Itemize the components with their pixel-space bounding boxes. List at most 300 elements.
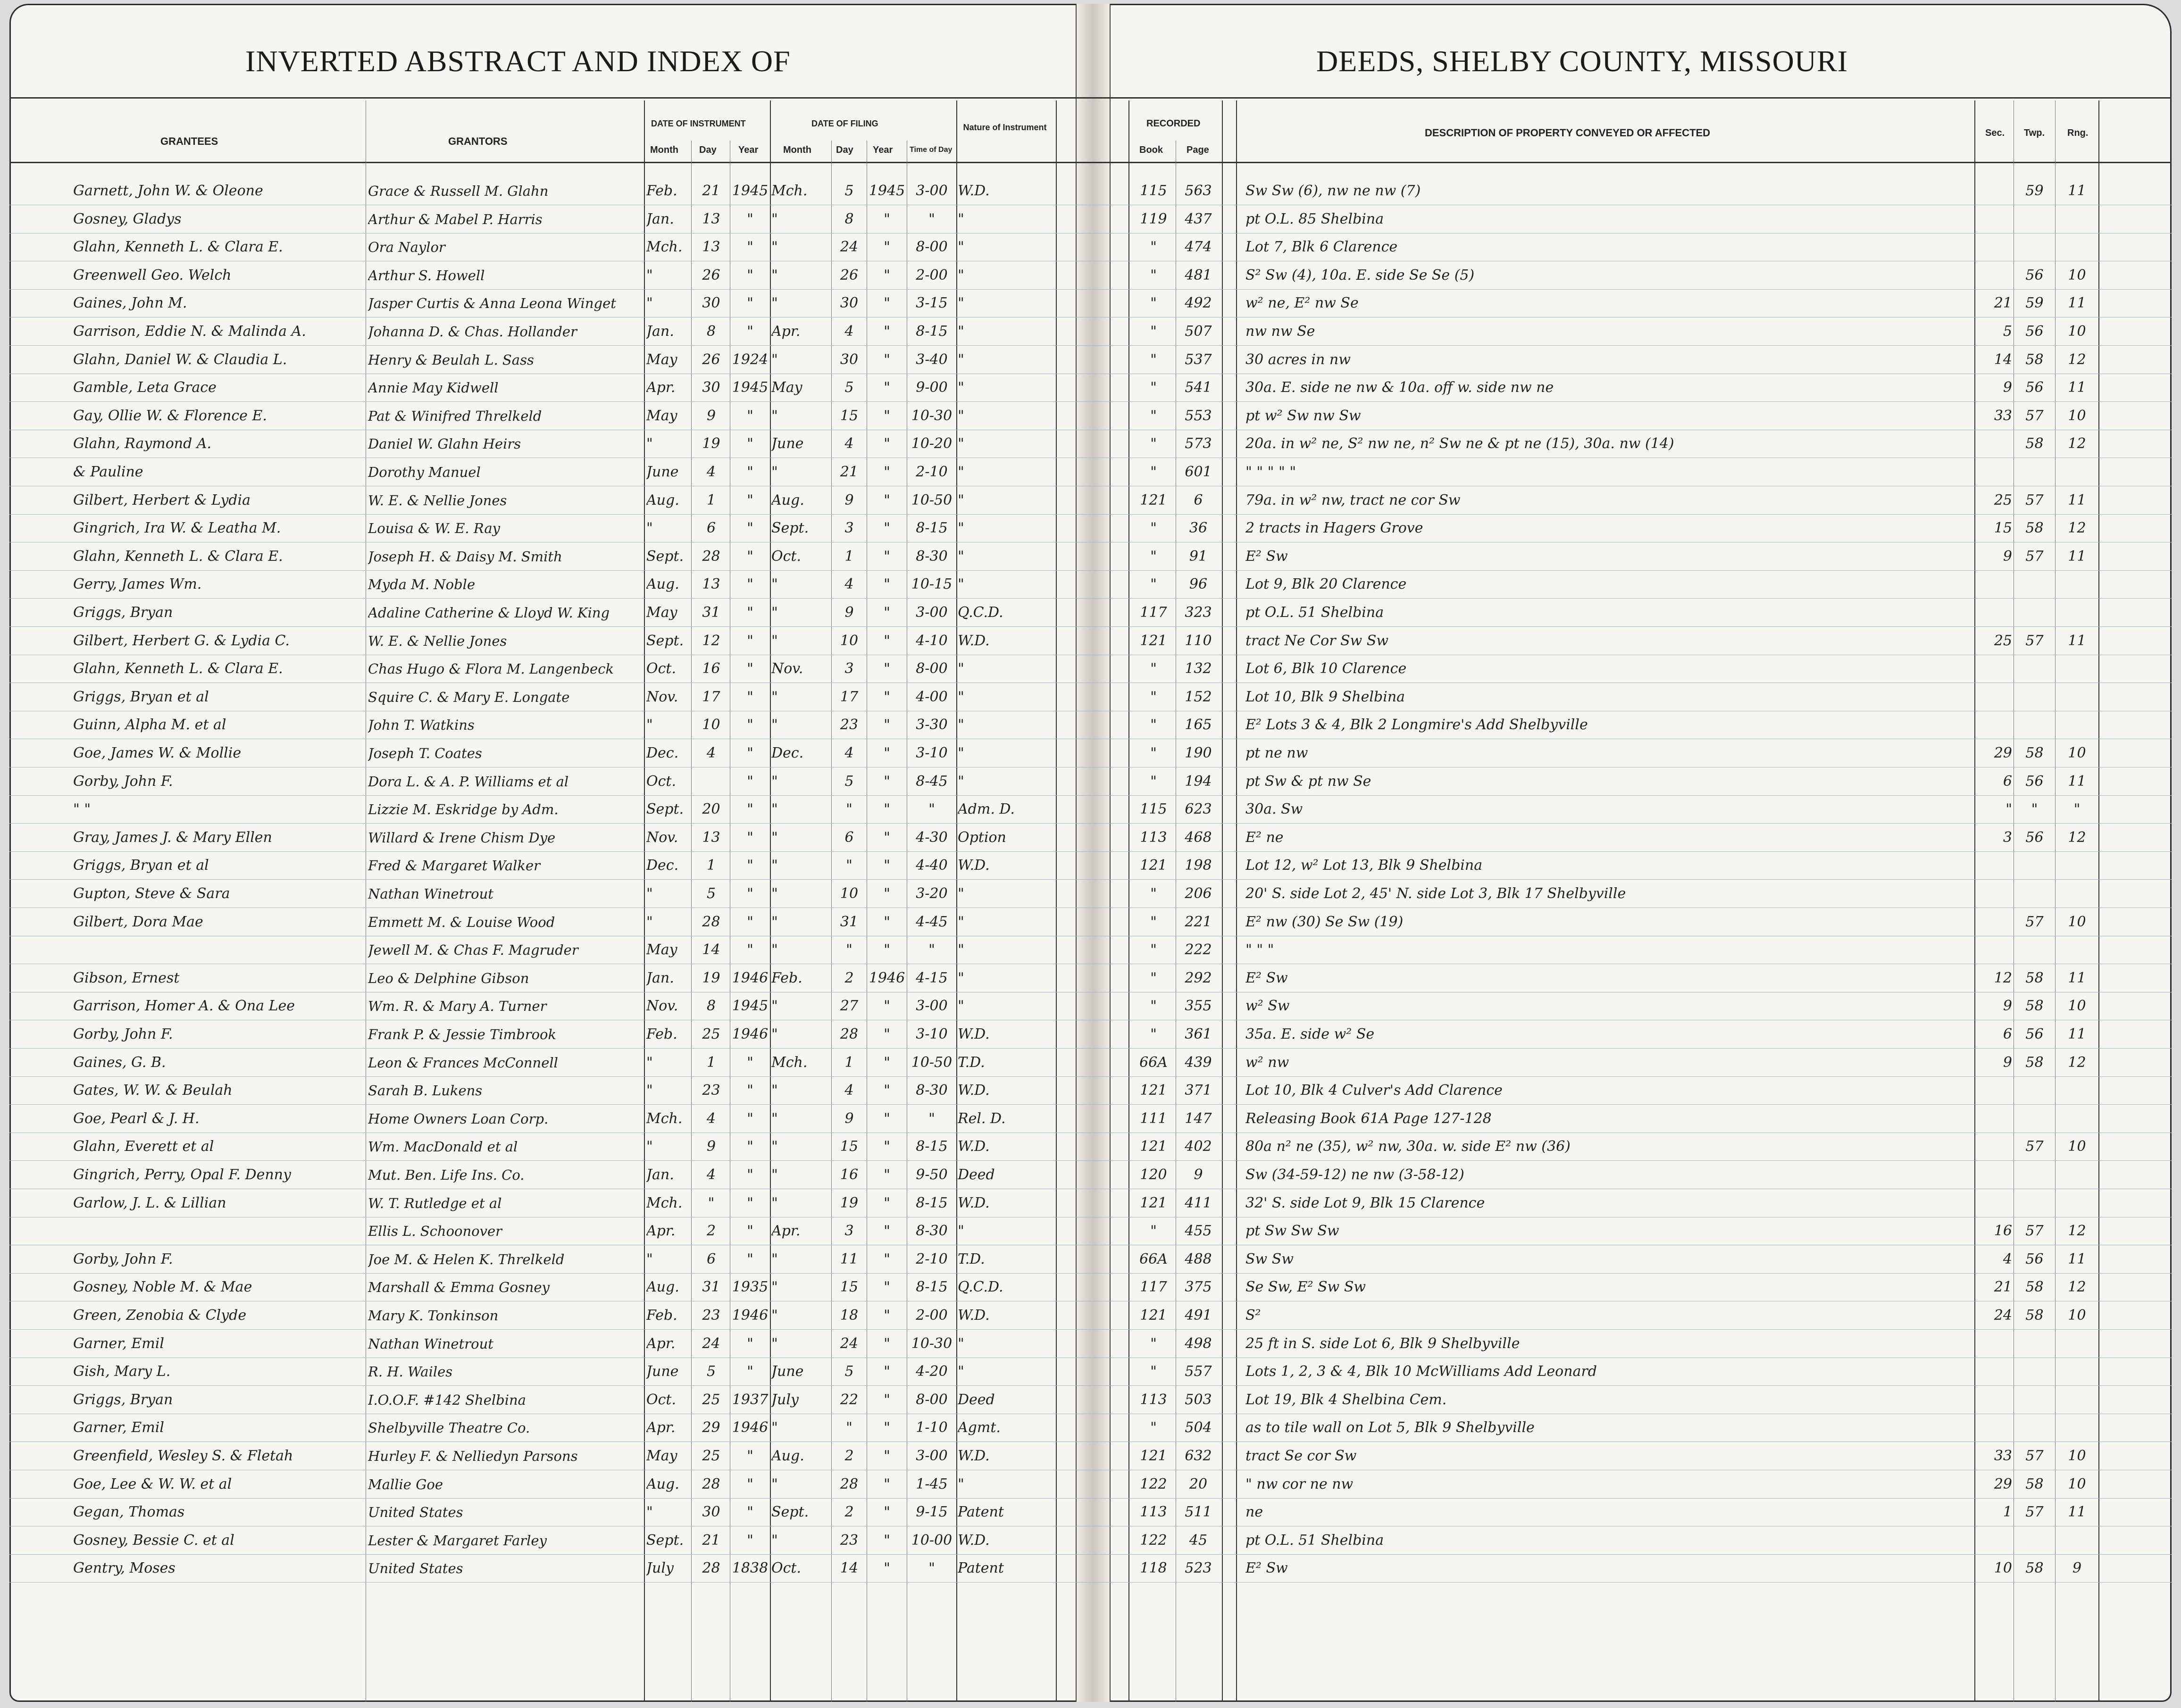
sec-cell (1977, 711, 2012, 739)
instrument-month-cell: May (646, 941, 677, 958)
table-row (9, 768, 2172, 796)
filing-month-cell: " (771, 773, 778, 790)
filing-year-cell: " (884, 210, 890, 227)
twp-cell: " (2031, 801, 2038, 818)
recorded-header: RECORDED (1146, 118, 1201, 129)
description-cell: 79a. in w² nw, tract ne cor Sw (1245, 492, 1461, 508)
header-rule-top (9, 97, 2172, 99)
filing-month-cell: " (771, 210, 778, 227)
twp-cell: 56 (2025, 773, 2044, 790)
rng-cell: 10 (2068, 407, 2086, 424)
rng-cell (2057, 711, 2097, 739)
grantor-cell: Wm. MacDonald et al (368, 1139, 518, 1155)
filing-time-cell: 4-10 (916, 632, 948, 649)
filing-day-cell: 15 (840, 1279, 859, 1296)
filing-day-cell: 1 (844, 1054, 854, 1071)
book-cell: " (1150, 717, 1157, 733)
description-cell: 30a. Sw (1245, 801, 1303, 818)
nature-cell: " (958, 1475, 964, 1492)
filing-year-cell: " (884, 941, 890, 958)
filing-month-cell: June (771, 1363, 804, 1380)
instrument-year-cell: " (747, 210, 753, 227)
nature-cell: " (958, 913, 964, 930)
instrument-day-cell: 26 (702, 267, 720, 283)
page-cell: 36 (1189, 520, 1208, 537)
instrument-year-cell: 1924 (732, 351, 769, 368)
filing-time-cell: " (928, 1110, 935, 1127)
description-cell: E² ne (1245, 829, 1284, 846)
sec-cell (1977, 936, 2012, 964)
grantee-cell: Gibson, Ernest (73, 969, 180, 986)
table-row (9, 515, 2172, 542)
instrument-month-cell: " (646, 885, 653, 902)
twp-cell: 56 (2025, 1026, 2044, 1042)
grantee-cell: Griggs, Bryan (73, 1391, 173, 1408)
description-cell: 80a n² ne (35), w² nw, 30a. w. side E² nw (36) (1245, 1138, 1571, 1155)
sec-cell (1977, 683, 2012, 711)
sec-cell (1977, 1527, 2012, 1554)
filing-time-cell: 3-20 (916, 885, 948, 902)
instrument-day-cell: 29 (702, 1419, 720, 1436)
grantee-cell: Greenwell Geo. Welch (73, 267, 232, 283)
grantee-cell: Gentry, Moses (73, 1560, 175, 1577)
filing-month-cell: " (771, 239, 778, 256)
grantee-cell: Garner, Emil (73, 1335, 164, 1352)
description-cell: tract Se cor Sw (1245, 1448, 1357, 1464)
instrument-month-cell: July (646, 1560, 674, 1577)
book-cell: " (1150, 407, 1157, 424)
grantee-cell: Goe, Lee & W. W. et al (73, 1475, 232, 1492)
nature-cell: Rel. D. (958, 1110, 1006, 1127)
sec-cell (1977, 1414, 2012, 1441)
rng-cell (2057, 880, 2097, 908)
filing-day-cell: 2 (844, 969, 854, 986)
grantor-cell: Chas Hugo & Flora M. Langenbeck (368, 661, 614, 677)
twp-cell: 58 (2025, 1279, 2044, 1296)
instrument-year-cell: " (747, 464, 753, 480)
instrument-day-cell: 23 (702, 1082, 720, 1099)
book-cell: " (1150, 576, 1157, 593)
instrument-month-cell: Aug. (646, 492, 679, 508)
instrument-year-cell: " (747, 913, 753, 930)
instrument-year-cell: " (747, 1166, 753, 1183)
instrument-year-cell: 1946 (732, 1419, 769, 1436)
sec-cell (1977, 655, 2012, 683)
sec-cell: 10 (1994, 1560, 2012, 1577)
grantor-cell: Jewell M. & Chas F. Magruder (368, 942, 578, 958)
book-cell: " (1150, 941, 1157, 958)
twp-cell (2014, 852, 2055, 879)
filing-month-cell: Nov. (771, 660, 803, 677)
instrument-day-cell: 8 (706, 998, 716, 1015)
page-cell: 91 (1189, 548, 1208, 565)
twp-cell (2014, 458, 2055, 486)
instrument-year-cell: 1937 (732, 1391, 769, 1408)
book-cell: 115 (1140, 183, 1167, 199)
grantor-cell: Mut. Ben. Life Ins. Co. (368, 1167, 525, 1183)
grantor-cell: I.O.O.F. #142 Shelbina (368, 1391, 526, 1408)
sec-cell (1977, 1330, 2012, 1358)
instrument-day-cell (694, 768, 729, 795)
page-cell: 147 (1185, 1110, 1212, 1127)
sec-header: Sec. (1985, 128, 2005, 138)
instrument-year-cell: " (747, 1110, 753, 1127)
sec-cell: 33 (1994, 1448, 2012, 1464)
nature-cell: W.D. (958, 1194, 990, 1211)
rng-cell: 11 (2068, 1026, 2086, 1042)
description-cell: Lots 1, 2, 3 & 4, Blk 10 McWilliams Add Leonard (1245, 1363, 1597, 1380)
sec-cell: 6 (2003, 1026, 2012, 1042)
instrument-year-cell: " (747, 660, 753, 677)
book-cell: 117 (1140, 604, 1167, 621)
table-row (9, 262, 2172, 290)
description-cell: pt O.L. 51 Shelbina (1245, 604, 1384, 621)
instrument-month-cell: Apr. (646, 1223, 676, 1240)
table-row (9, 1442, 2172, 1470)
book-cell: 121 (1140, 857, 1167, 874)
filing-month-cell: " (771, 1250, 778, 1267)
page-cell: 511 (1185, 1504, 1212, 1521)
filing-day-cell: 21 (840, 464, 859, 480)
rng-header: Rng. (2067, 128, 2089, 138)
instrument-month-cell: Jan. (646, 969, 674, 986)
filing-month-cell: " (771, 1532, 778, 1549)
filing-year-cell: " (884, 1250, 890, 1267)
table-row (9, 543, 2172, 571)
book-cell: " (1150, 323, 1157, 340)
filing-month-cell: " (771, 632, 778, 649)
filing-day-cell: " (846, 1419, 852, 1436)
description-cell: Se Sw, E² Sw Sw (1245, 1279, 1366, 1296)
rng-cell (2057, 571, 2097, 598)
instrument-month-cell: " (646, 295, 653, 312)
nature-cell: " (958, 745, 964, 761)
twp-cell (2014, 571, 2055, 598)
description-cell: Lot 12, w² Lot 13, Blk 9 Shelbina (1245, 857, 1483, 874)
grantee-cell: Gilbert, Herbert & Lydia (73, 492, 251, 508)
page-cell: 323 (1185, 604, 1212, 621)
page-cell: 492 (1185, 295, 1212, 312)
instrument-year-cell: " (747, 1475, 753, 1492)
table-row (9, 402, 2172, 430)
page-cell: 573 (1185, 435, 1212, 452)
filing-month-cell: " (771, 857, 778, 874)
description-cell: 30 acres in nw (1245, 351, 1351, 368)
rng-cell: 12 (2068, 520, 2086, 537)
book-cell: 117 (1140, 1279, 1167, 1296)
rng-cell (2057, 233, 2097, 261)
instrument-day-cell: 21 (702, 1532, 720, 1549)
instrument-year-cell: " (747, 1363, 753, 1380)
sec-cell (1977, 1105, 2012, 1133)
grantee-cell: Guinn, Alpha M. et al (73, 717, 226, 733)
date-of-instrument-header: DATE OF INSTRUMENT (651, 119, 746, 128)
grantors-header: GRANTORS (448, 135, 508, 147)
instrument-month-cell: May (646, 407, 677, 424)
table-row (9, 908, 2172, 936)
filing-month-cell: " (771, 829, 778, 846)
book-cell: 118 (1140, 1560, 1167, 1577)
filing-year-cell: " (884, 801, 890, 818)
filing-time-cell: 3-10 (916, 745, 948, 761)
rng-cell: 11 (2068, 1250, 2086, 1267)
filing-time-cell: 8-00 (916, 660, 948, 677)
filing-time-cell: 8-30 (916, 1082, 948, 1099)
filing-month-cell: " (771, 1138, 778, 1155)
description-cell: S² (1245, 1307, 1261, 1324)
rng-cell (2057, 1330, 2097, 1358)
filing-day-cell: 18 (840, 1307, 859, 1324)
filing-month-cell: " (771, 1419, 778, 1436)
page-cell: 474 (1185, 239, 1212, 256)
grantor-cell: Nathan Winetrout (368, 1335, 493, 1352)
instrument-year-cell: " (747, 773, 753, 790)
nature-cell: W.D. (958, 1448, 990, 1464)
twp-cell: 58 (2025, 520, 2044, 537)
rng-cell: 10 (2068, 745, 2086, 761)
book-cell: 121 (1140, 492, 1167, 508)
filing-day-header: Day (836, 145, 853, 155)
description-cell: " nw cor ne nw (1245, 1475, 1354, 1492)
instrument-month-cell: " (646, 1504, 653, 1521)
instrument-year-cell: 1945 (732, 183, 769, 199)
grantor-cell: Lizzie M. Eskridge by Adm. (368, 801, 559, 818)
nature-cell: " (958, 464, 964, 480)
filing-month-cell: " (771, 1166, 778, 1183)
instrument-day-cell: 13 (702, 210, 720, 227)
nature-cell: " (958, 885, 964, 902)
rng-cell: 10 (2068, 1475, 2086, 1492)
filing-day-cell: 8 (844, 210, 854, 227)
twp-cell: 57 (2025, 1504, 2044, 1521)
table-row (9, 1414, 2172, 1442)
filing-time-cell: 10-30 (911, 1335, 953, 1352)
right-page-title: DEEDS, SHELBY COUNTY, MISSOURI (1316, 44, 1848, 78)
filing-year-cell: " (884, 857, 890, 874)
filing-year-cell: " (884, 829, 890, 846)
filing-month-cell: Mch. (771, 183, 808, 199)
rng-cell: 10 (2068, 913, 2086, 930)
filing-day-cell: 9 (844, 492, 854, 508)
filing-month-cell: " (771, 295, 778, 312)
nature-cell: W.D. (958, 1026, 990, 1042)
filing-time-cell: 8-15 (916, 323, 948, 340)
rng-cell (2057, 1161, 2097, 1189)
filing-month-cell: May (771, 379, 802, 396)
instrument-day-cell: 31 (702, 1279, 720, 1296)
grantee-cell: Garnett, John W. & Oleone (73, 183, 263, 199)
twp-cell: 57 (2025, 492, 2044, 508)
page-cell: 537 (1185, 351, 1212, 368)
page-cell: 411 (1185, 1194, 1212, 1211)
page-cell: 6 (1194, 492, 1203, 508)
instrument-year-cell: " (747, 801, 753, 818)
sec-cell: 15 (1994, 520, 2012, 537)
book-cell: " (1150, 969, 1157, 986)
instrument-day-cell: " (708, 1194, 715, 1211)
filing-day-cell: 30 (840, 351, 859, 368)
filing-month-cell: July (771, 1391, 799, 1408)
table-row (9, 1555, 2172, 1583)
grantor-cell: Jasper Curtis & Anna Leona Winget (368, 295, 616, 312)
grantee-cell: Gosney, Bessie C. et al (73, 1532, 234, 1549)
description-cell: 20a. in w² ne, S² nw ne, n² Sw ne & pt ne (15), 30a. nw (14) (1245, 435, 1674, 452)
filing-time-cell: 4-00 (916, 688, 948, 705)
filing-day-cell: 1 (844, 548, 854, 565)
instrument-year-cell: 1945 (732, 998, 769, 1015)
instrument-month-cell: May (646, 1448, 677, 1464)
twp-cell: 57 (2025, 632, 2044, 649)
grantee-cell: Gates, W. W. & Beulah (73, 1082, 233, 1099)
filing-time-cell: 8-15 (916, 520, 948, 537)
twp-cell (2014, 1386, 2055, 1414)
sec-cell: 33 (1994, 407, 2012, 424)
description-cell: pt w² Sw nw Sw (1245, 407, 1361, 424)
twp-cell: 57 (2025, 1448, 2044, 1464)
nature-cell: " (958, 576, 964, 593)
book-cell: " (1150, 1363, 1157, 1380)
instrument-year-cell: 1945 (732, 379, 769, 396)
description-cell: Releasing Book 61A Page 127-128 (1245, 1110, 1492, 1127)
description-cell: Lot 9, Blk 20 Clarence (1245, 576, 1407, 593)
grantor-cell: Arthur S. Howell (368, 267, 485, 283)
instrument-year-cell: 1935 (732, 1279, 769, 1296)
table-row (9, 1161, 2172, 1189)
rng-cell (2057, 1386, 2097, 1414)
grantor-cell: Squire C. & Mary E. Longate (368, 689, 570, 705)
filing-year-cell: 1946 (869, 969, 905, 986)
grantee-cell: Gosney, Noble M. & Mae (73, 1279, 252, 1296)
filing-time-cell: 2-10 (916, 464, 948, 480)
page-cell: 402 (1185, 1138, 1212, 1155)
twp-cell (2014, 1105, 2055, 1133)
sec-cell: 4 (2003, 1250, 2012, 1267)
instrument-day-cell: 25 (702, 1448, 720, 1464)
instrument-year-cell: 1838 (732, 1560, 769, 1577)
instrument-day-cell: 1 (706, 857, 716, 874)
grantee-cell: Glahn, Everett et al (73, 1138, 214, 1155)
filing-time-cell: 3-15 (916, 295, 948, 312)
instrument-year-cell: " (747, 1448, 753, 1464)
sec-cell: 5 (2003, 323, 2012, 340)
rng-cell: 11 (2068, 773, 2086, 790)
filing-time-cell: 9-00 (916, 379, 948, 396)
nature-cell: W.D. (958, 1307, 990, 1324)
filing-month-cell: Dec. (771, 745, 804, 761)
instrument-year-cell: " (747, 435, 753, 452)
table-row (9, 290, 2172, 317)
nature-cell: " (958, 548, 964, 565)
filing-month-cell: Sept. (771, 520, 809, 537)
grantee-cell (73, 936, 366, 964)
nature-cell: " (958, 492, 964, 508)
filing-year-header: Year (873, 145, 893, 155)
rng-cell: 11 (2068, 1504, 2086, 1521)
filing-time-cell: 2-10 (916, 1250, 948, 1267)
filing-year-cell: " (884, 1391, 890, 1408)
page-cell: 198 (1185, 857, 1212, 874)
instrument-year-cell: " (747, 407, 753, 424)
filing-day-cell: 3 (844, 660, 854, 677)
page-cell: 152 (1185, 688, 1212, 705)
filing-time-cell: 10-00 (911, 1532, 953, 1549)
filing-day-cell: 4 (844, 435, 854, 452)
instrument-day-cell: 17 (702, 688, 720, 705)
page-cell: 498 (1185, 1335, 1212, 1352)
instrument-month-cell: " (646, 717, 653, 733)
description-cell: Lot 7, Blk 6 Clarence (1245, 239, 1398, 256)
description-cell: E² Sw (1245, 1560, 1288, 1577)
description-cell: pt Sw Sw Sw (1245, 1223, 1339, 1240)
filing-time-cell: 9-50 (916, 1166, 948, 1183)
filing-month-cell: " (771, 1335, 778, 1352)
grantee-cell: Garrison, Homer A. & Ona Lee (73, 998, 295, 1015)
filing-month-cell: " (771, 351, 778, 368)
filing-month-cell: " (771, 1279, 778, 1296)
instrument-month-cell: Nov. (646, 688, 678, 705)
table-row (9, 1330, 2172, 1358)
filing-year-cell: 1945 (869, 183, 905, 199)
page-cell: 563 (1185, 183, 1212, 199)
filing-month-cell: Oct. (771, 1560, 801, 1577)
instrument-day-cell: 26 (702, 351, 720, 368)
filing-day-cell: 16 (840, 1166, 859, 1183)
rng-cell: 12 (2068, 829, 2086, 846)
instrument-month-cell: Apr. (646, 379, 676, 396)
rng-cell (2057, 1527, 2097, 1554)
sec-cell (1977, 571, 2012, 598)
rng-cell (2057, 599, 2097, 626)
twp-cell (2014, 1077, 2055, 1104)
book-cell: 113 (1140, 829, 1167, 846)
sec-cell (1977, 1077, 2012, 1104)
grantor-cell: Willard & Irene Chism Dye (368, 829, 556, 846)
grantor-cell: Emmett M. & Louise Wood (368, 914, 555, 930)
grantor-cell: Nathan Winetrout (368, 886, 493, 902)
book-cell: 121 (1140, 1138, 1167, 1155)
filing-year-cell: " (884, 1223, 890, 1240)
description-cell: tract Ne Cor Sw Sw (1245, 632, 1389, 649)
instrument-year-cell: " (747, 1194, 753, 1211)
grantor-cell: Dorothy Manuel (368, 464, 481, 480)
instrument-month-cell: Mch. (646, 1194, 683, 1211)
filing-time-cell: 10-50 (911, 1054, 953, 1071)
filing-month-cell: Mch. (771, 1054, 808, 1071)
page-cell: 504 (1185, 1419, 1212, 1436)
sec-cell: 9 (2003, 379, 2012, 396)
book-cell: 66A (1139, 1054, 1168, 1071)
instrument-year-header: Year (738, 145, 759, 155)
book-cell: " (1150, 239, 1157, 256)
filing-month-cell: " (771, 1110, 778, 1127)
description-cell: Sw Sw (6), nw ne nw (7) (1245, 183, 1421, 199)
filing-day-cell: 23 (840, 1532, 859, 1549)
twp-cell: 58 (2025, 1475, 2044, 1492)
filing-day-cell: 15 (840, 1138, 859, 1155)
instrument-month-cell: " (646, 1138, 653, 1155)
page-cell: 20 (1189, 1475, 1208, 1492)
rng-cell: 10 (2068, 267, 2086, 283)
grantor-cell: Leon & Frances McConnell (368, 1054, 558, 1071)
instrument-month-cell: Aug. (646, 576, 679, 593)
sec-cell: 6 (2003, 773, 2012, 790)
description-cell: E² Lots 3 & 4, Blk 2 Longmire's Add Shelbyville (1245, 717, 1588, 733)
filing-year-cell: " (884, 1166, 890, 1183)
rng-cell: 9 (2072, 1560, 2082, 1577)
nature-cell: Q.C.D. (958, 604, 1003, 621)
filing-year-cell: " (884, 1532, 890, 1549)
filing-year-cell: " (884, 323, 890, 340)
